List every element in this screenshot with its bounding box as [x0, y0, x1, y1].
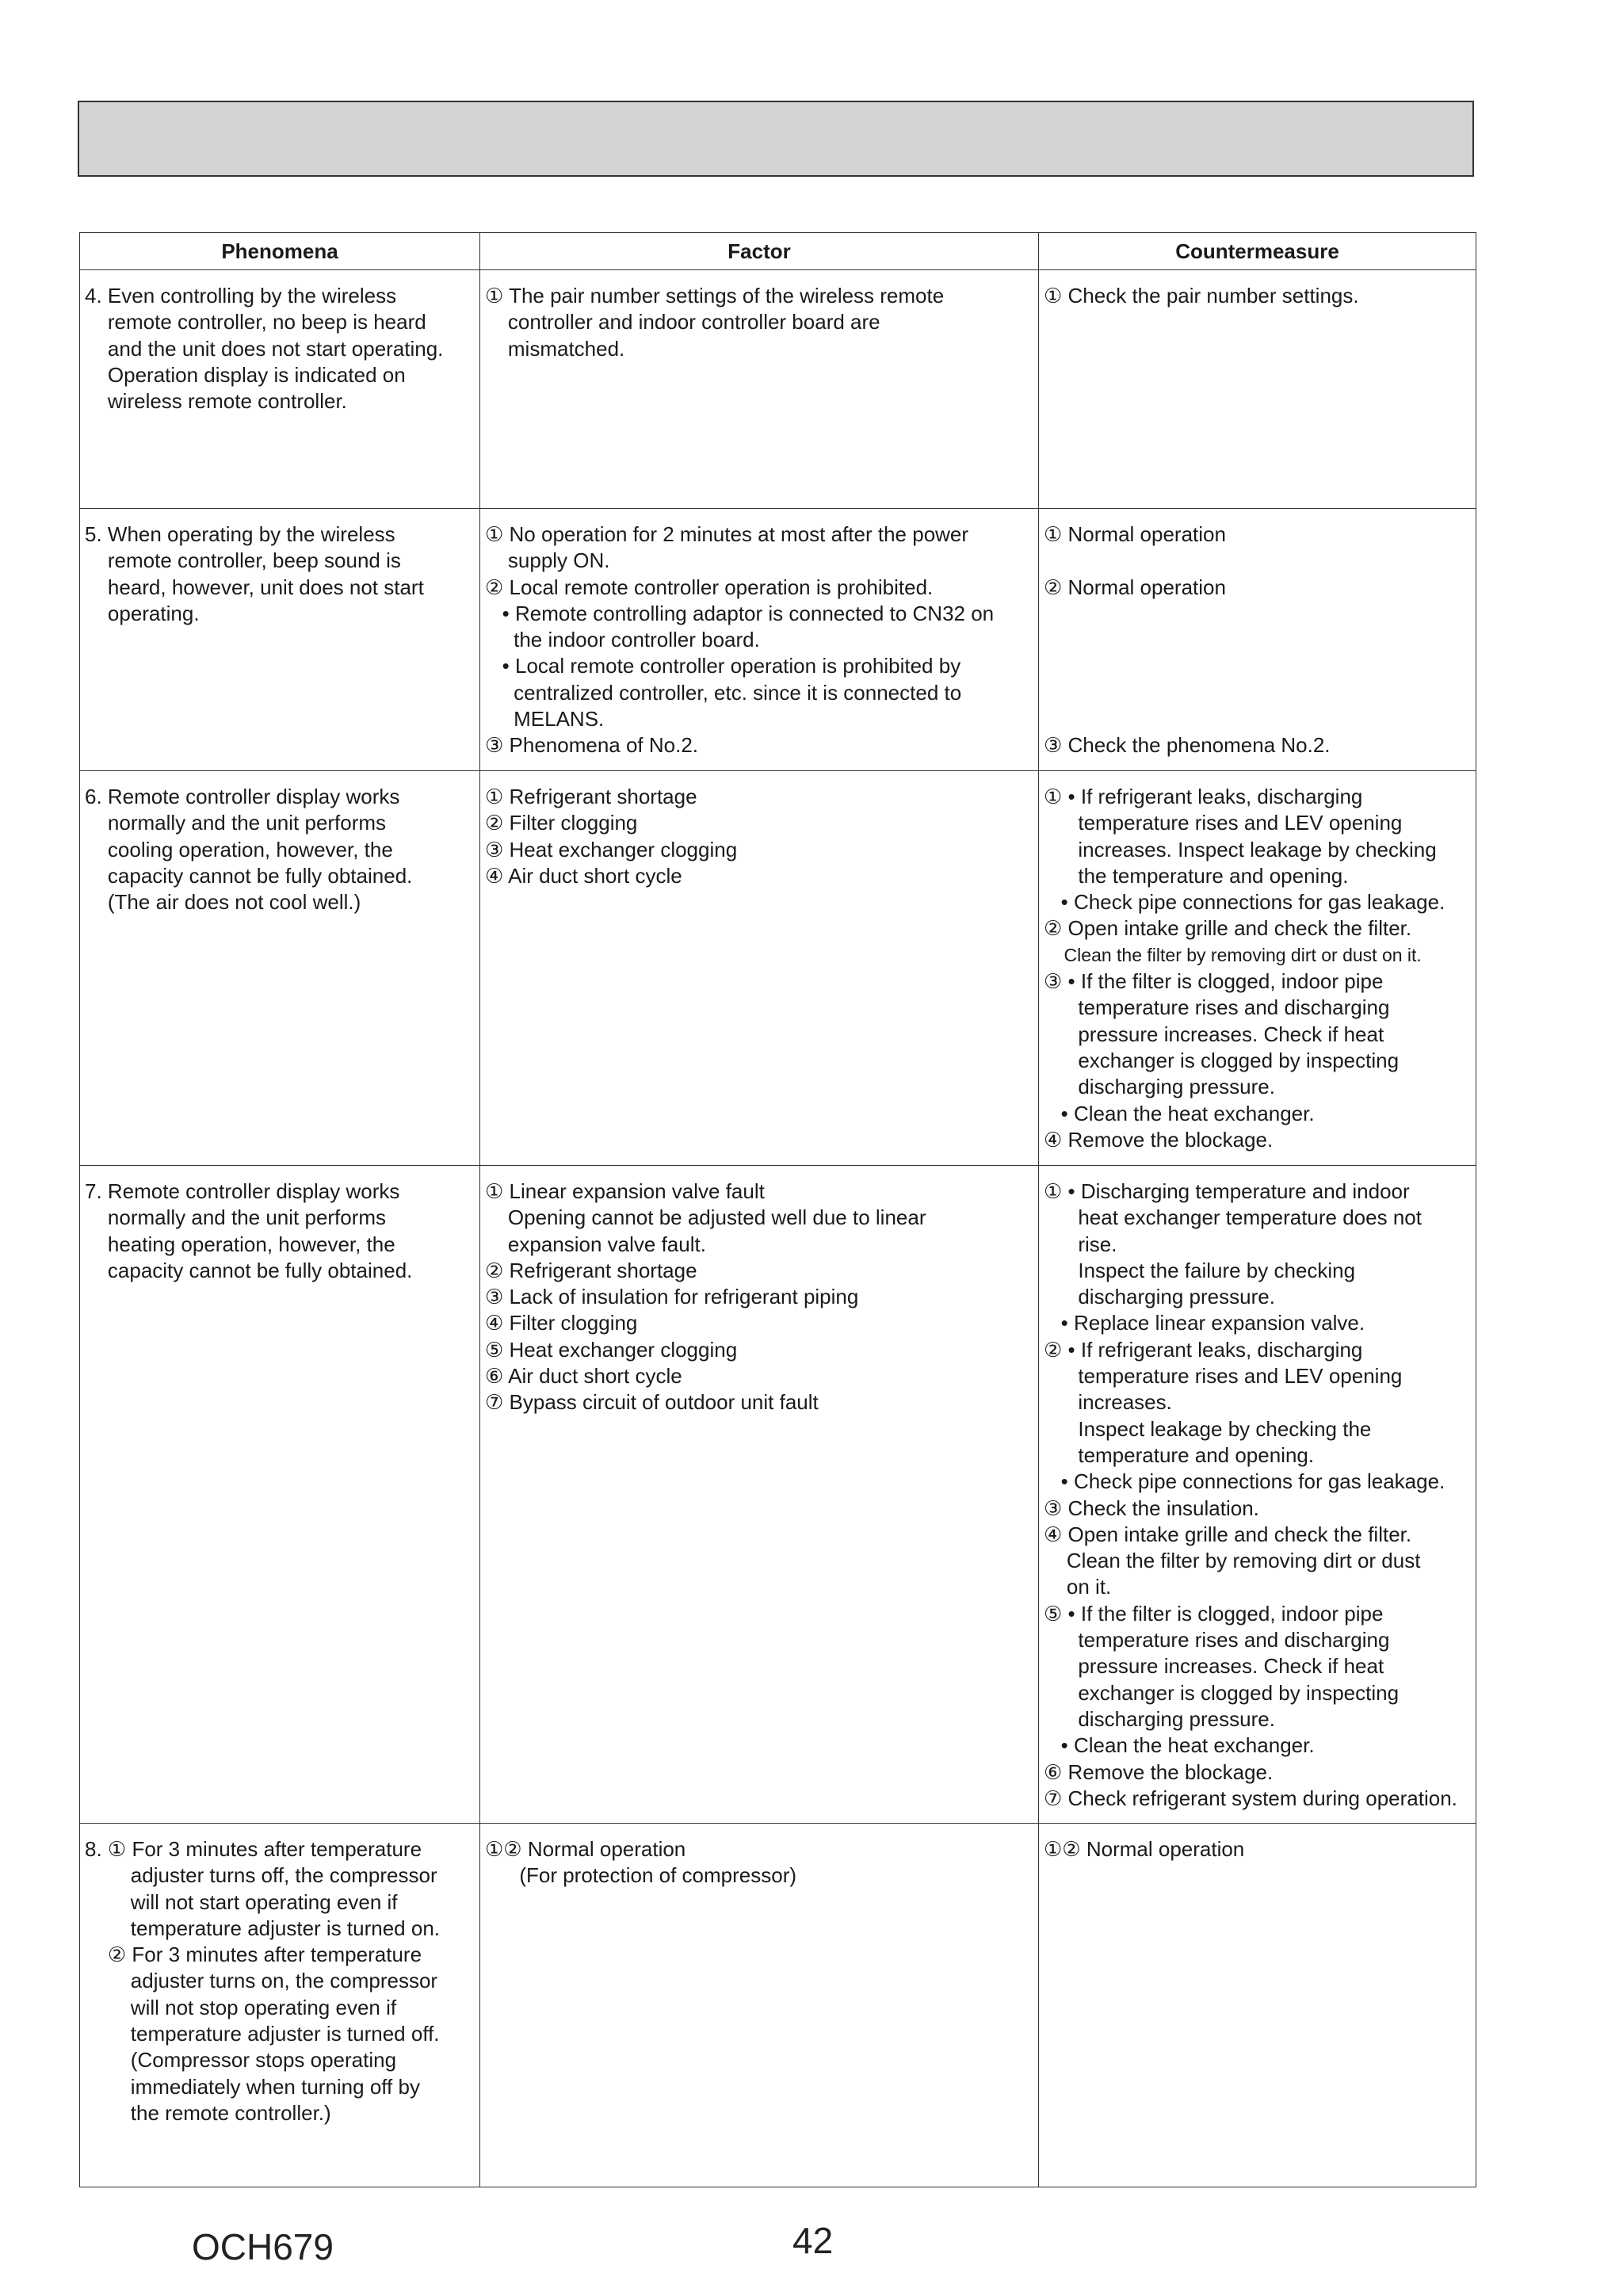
countermeasure-line: exchanger is clogged by inspecting — [1044, 1048, 1400, 1072]
factor-line: supply ON. — [485, 548, 610, 573]
factor-line: mismatched. — [485, 336, 625, 361]
factor-line: ② Local remote controller operation is prohibited. — [485, 575, 934, 599]
countermeasure-line: heat exchanger temperature does not — [1044, 1205, 1422, 1230]
factor-line: (For protection of compressor) — [485, 1863, 797, 1888]
countermeasure-line: ① Check the pair number settings. — [1044, 284, 1359, 308]
countermeasure-line: increases. Inspect leakage by checking — [1044, 837, 1437, 861]
countermeasure-line: ⑦ Check refrigerant system during operation. — [1044, 1786, 1457, 1810]
phenomena-cell — [80, 509, 480, 771]
phenomena-line: the remote controller.) — [85, 2100, 331, 2125]
phenomena-line: Operation display is indicated on — [85, 362, 406, 387]
factor-line: Opening cannot be adjusted well due to linear — [485, 1205, 926, 1230]
countermeasure-line: temperature rises and LEV opening — [1044, 1364, 1403, 1389]
countermeasure-line: temperature rises and LEV opening — [1044, 811, 1403, 835]
section-header-band — [78, 101, 1474, 177]
countermeasure-line: ③ • If the filter is clogged, indoor pipe — [1044, 969, 1384, 994]
factor-line: • Local remote controller operation is prohibited by — [485, 654, 961, 678]
countermeasure-line: ⑤ • If the filter is clogged, indoor pipe — [1044, 1601, 1384, 1626]
factor-line: ①② Normal operation — [485, 1837, 686, 1861]
phenomena-line: (The air does not cool well.) — [85, 890, 361, 915]
table-row — [80, 771, 1476, 1166]
table-header-row — [80, 233, 1476, 270]
factor-line: ② Refrigerant shortage — [485, 1258, 697, 1282]
table-row — [80, 509, 1476, 771]
countermeasure-line: Inspect leakage by checking the — [1044, 1416, 1372, 1441]
factor-line: ② Filter clogging — [485, 811, 638, 835]
countermeasure-line — [1044, 601, 1471, 627]
factor-line: ⑤ Heat exchanger clogging — [485, 1337, 738, 1362]
countermeasure-line: • Check pipe connections for gas leakage. — [1044, 1469, 1445, 1494]
factor-cell — [480, 1166, 1039, 1824]
countermeasure-line: temperature and opening. — [1044, 1442, 1315, 1467]
countermeasure-line: discharging pressure. — [1044, 1285, 1275, 1309]
countermeasure-line: ③ Check the phenomena No.2. — [1044, 733, 1331, 758]
countermeasure-line: • Replace linear expansion valve. — [1044, 1311, 1365, 1335]
factor-cell — [480, 1824, 1039, 2187]
table-row — [80, 1824, 1476, 2187]
phenomena-line: capacity cannot be fully obtained. — [85, 1258, 413, 1282]
phenomena-line: wireless remote controller. — [85, 389, 347, 414]
countermeasure-line — [1044, 653, 1471, 679]
phenomena-line: capacity cannot be fully obtained. — [85, 863, 413, 888]
countermeasure-line: increases. — [1044, 1390, 1172, 1415]
factor-line: the indoor controller board. — [485, 628, 760, 652]
phenomena-line: normally and the unit performs — [85, 1205, 387, 1230]
countermeasure-line: • Clean the heat exchanger. — [1044, 1101, 1315, 1125]
phenomena-line: 6. Remote controller display works — [85, 785, 400, 808]
countermeasure-line: discharging pressure. — [1044, 1706, 1275, 1731]
factor-line: ④ Filter clogging — [485, 1311, 638, 1335]
factor-line: ① The pair number settings of the wireless remote — [485, 284, 945, 308]
phenomena-line: cooling operation, however, the — [85, 837, 393, 861]
countermeasure-line: discharging pressure. — [1044, 1075, 1275, 1099]
factor-line: ① Refrigerant shortage — [485, 785, 697, 808]
phenomena-line: normally and the unit performs — [85, 811, 387, 835]
countermeasure-line: ① Normal operation — [1044, 522, 1226, 546]
troubleshooting-table — [79, 232, 1476, 2187]
phenomena-line: 7. Remote controller display works — [85, 1179, 400, 1203]
countermeasure-line: exchanger is clogged by inspecting — [1044, 1680, 1400, 1705]
countermeasure-line: pressure increases. Check if heat — [1044, 1022, 1384, 1046]
phenomena-line: temperature adjuster is turned on. — [85, 1916, 441, 1940]
countermeasure-line: ④ Open intake grille and check the filter. — [1044, 1522, 1412, 1546]
phenomena-line: operating. — [85, 601, 200, 625]
phenomena-line: heard, however, unit does not start — [85, 575, 424, 599]
table-row — [80, 1166, 1476, 1824]
countermeasure-line: Clean the filter by removing dirt or dust on it. — [1044, 944, 1422, 965]
factor-line: MELANS. — [485, 707, 605, 732]
phenomena-line: 5. When operating by the wireless — [85, 522, 395, 546]
phenomena-line: and the unit does not start operating. — [85, 336, 444, 361]
countermeasure-line: ③ Check the insulation. — [1044, 1496, 1259, 1520]
table-row — [80, 270, 1476, 509]
factor-line: ⑥ Air duct short cycle — [485, 1364, 682, 1389]
countermeasure-line: ② Normal operation — [1044, 575, 1226, 599]
countermeasure-line: the temperature and opening. — [1044, 863, 1349, 888]
countermeasure-line: on it. — [1044, 1575, 1112, 1599]
factor-line: ③ Heat exchanger clogging — [485, 837, 738, 861]
factor-line: • Remote controlling adaptor is connected to CN32 on — [485, 601, 995, 625]
countermeasure-cell — [1039, 509, 1476, 771]
factor-line: controller and indoor controller board are — [485, 310, 880, 334]
countermeasure-line: • Clean the heat exchanger. — [1044, 1733, 1315, 1758]
model-code: OCH679 — [192, 2226, 334, 2267]
phenomena-line: ② For 3 minutes after temperature — [85, 1943, 422, 1967]
countermeasure-cell — [1039, 1824, 1476, 2187]
countermeasure-cell — [1039, 771, 1476, 1166]
factor-cell — [480, 509, 1039, 771]
countermeasure-cell — [1039, 270, 1476, 509]
factor-cell — [480, 771, 1039, 1166]
phenomena-line: adjuster turns on, the compressor — [85, 1969, 438, 1993]
countermeasure-line: ⑥ Remove the blockage. — [1044, 1759, 1274, 1784]
header-countermeasure: Countermeasure — [1039, 233, 1476, 270]
countermeasure-line: Inspect the failure by checking — [1044, 1258, 1356, 1282]
phenomena-line: will not stop operating even if — [85, 1995, 397, 2019]
factor-line: ③ Lack of insulation for refrigerant piping — [485, 1285, 859, 1309]
countermeasure-line: rise. — [1044, 1232, 1117, 1256]
countermeasure-line: ② • If refrigerant leaks, discharging — [1044, 1337, 1363, 1362]
countermeasure-line: • Check pipe connections for gas leakage. — [1044, 890, 1445, 915]
phenomena-line: immediately when turning off by — [85, 2074, 420, 2099]
phenomena-line: (Compressor stops operating — [85, 2048, 397, 2073]
factor-line: ③ Phenomena of No.2. — [485, 733, 699, 758]
phenomena-line: will not start operating even if — [85, 1889, 398, 1914]
factor-line: ④ Air duct short cycle — [485, 863, 682, 888]
phenomena-line: 8. ① For 3 minutes after temperature — [85, 1837, 422, 1861]
countermeasure-line: ① • Discharging temperature and indoor — [1044, 1179, 1410, 1203]
phenomena-cell — [80, 1166, 480, 1824]
phenomena-line: 4. Even controlling by the wireless — [85, 284, 397, 308]
page-number: 42 — [792, 2220, 834, 2261]
factor-line: centralized controller, etc. since it is connected to — [485, 680, 962, 705]
factor-line: ① Linear expansion valve fault — [485, 1179, 765, 1203]
phenomena-line: adjuster turns off, the compressor — [85, 1863, 437, 1888]
countermeasure-line: ② Open intake grille and check the filter. — [1044, 916, 1412, 941]
countermeasure-line: pressure increases. Check if heat — [1044, 1654, 1384, 1679]
phenomena-cell — [80, 1824, 480, 2187]
countermeasure-line: Clean the filter by removing dirt or dust — [1044, 1549, 1421, 1573]
countermeasure-line — [1044, 706, 1471, 732]
countermeasure-line: ④ Remove the blockage. — [1044, 1127, 1274, 1152]
countermeasure-line — [1044, 627, 1471, 653]
countermeasure-line — [1044, 548, 1471, 574]
phenomena-line: heating operation, however, the — [85, 1232, 395, 1256]
phenomena-line: remote controller, no beep is heard — [85, 310, 426, 334]
factor-line: ① No operation for 2 minutes at most after the power — [485, 522, 969, 546]
phenomena-cell — [80, 771, 480, 1166]
header-factor: Factor — [480, 233, 1039, 270]
phenomena-line: temperature adjuster is turned off. — [85, 2022, 440, 2046]
countermeasure-line: temperature rises and discharging — [1044, 995, 1390, 1020]
factor-line: expansion valve fault. — [485, 1232, 706, 1256]
countermeasure-line: ① • If refrigerant leaks, discharging — [1044, 785, 1363, 808]
phenomena-cell — [80, 270, 480, 509]
header-phenomena: Phenomena — [80, 233, 480, 270]
countermeasure-line: ①② Normal operation — [1044, 1837, 1245, 1861]
countermeasure-line — [1044, 680, 1471, 706]
factor-cell — [480, 270, 1039, 509]
factor-line: ⑦ Bypass circuit of outdoor unit fault — [485, 1390, 819, 1415]
countermeasure-cell — [1039, 1166, 1476, 1824]
phenomena-line: remote controller, beep sound is — [85, 548, 401, 573]
countermeasure-line: temperature rises and discharging — [1044, 1628, 1390, 1652]
